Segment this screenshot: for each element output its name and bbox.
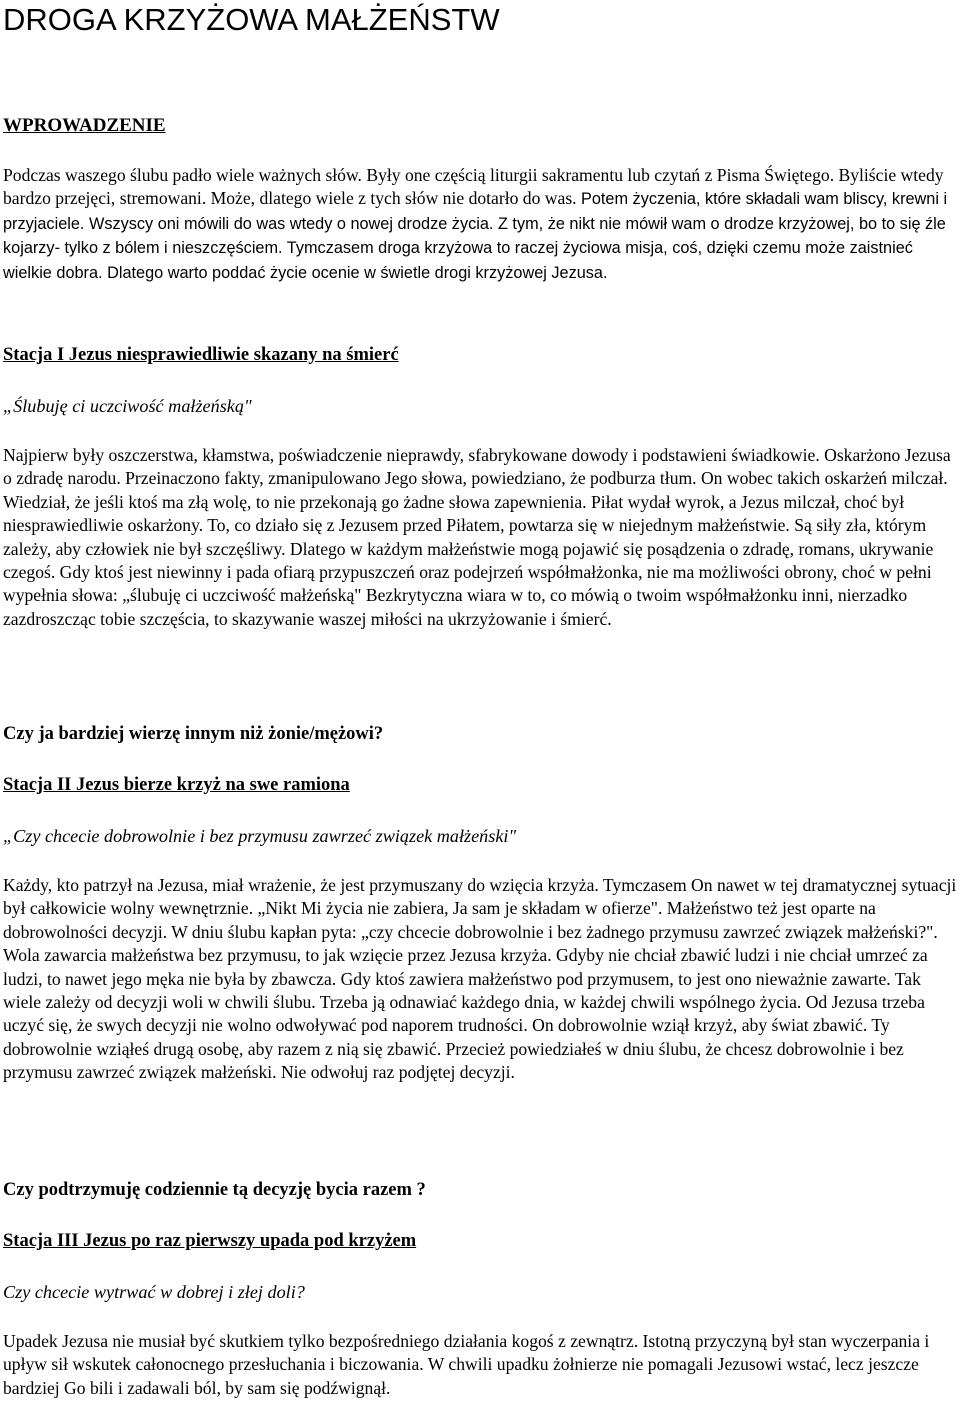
- station-1-vow: „Ślubuję ci uczciwość małżeńską": [3, 396, 252, 416]
- intro-paragraph-part1: Podczas waszego ślubu padło wiele ważnych słów. Były one częścią liturgii sakramentu lub czytań z Pisma Świętego. Byliście wtedy bardzo przejęci, stremowani. Może, dlatego wiele z tych słów nie dotarło do was.: [3, 165, 944, 209]
- station-2-question: Czy podtrzymuję codziennie tą decyzję bycia razem ?: [3, 1180, 426, 1200]
- station-3-paragraph: Upadek Jezusa nie musiał być skutkiem tylko bezpośredniego działania kogoś z zewnątrz. Istotną przyczyną był stan wyczerpania i upływ sił wskutek całonocnego przesłuchania i biczowania. W chwili upadku żołnierze nie pomagali Jezusowi wstać, lecz jeszcze bardziej Go bili i zadawali ból, by sam się podźwignął.: [3, 1331, 930, 1398]
- station-2-heading: Stacja II Jezus bierze krzyż na swe ramiona: [3, 775, 350, 795]
- intro-paragraph-part2: Potem życzenia, które składali wam bliscy, krewni i przyjaciele. Wszyscy oni mówili do was wtedy o nowej drodze życia. Z tym, że nikt nie mówił wam o drodze krzyżowej, bo to się źle kojarzy- tylko z bólem i nieszczęściem. Tymczasem droga krzyżowa to raczej życiowa misja, coś, dzięki czemu może zaistnieć wielkie dobra. Dlatego warto poddać życie ocenie w świetle drogi krzyżowej Jezusa.: [3, 190, 948, 282]
- station-3-heading: Stacja III Jezus po raz pierwszy upada pod krzyżem: [3, 1231, 417, 1251]
- station-3-vow: Czy chcecie wytrwać w dobrej i złej doli?: [3, 1282, 305, 1302]
- intro-heading: WPROWADZENIE: [3, 115, 166, 136]
- document-title: DROGA KRZYŻOWA MAŁŻEŃSTW: [3, 2, 500, 37]
- station-2-vow: „Czy chcecie dobrowolnie i bez przymusu zawrzeć związek małżeński": [3, 826, 517, 846]
- station-1-question: Czy ja bardziej wierzę innym niż żonie/mężowi?: [3, 724, 384, 744]
- intro-paragraph: [3, 164, 959, 285]
- station-1-paragraph: Najpierw były oszczerstwa, kłamstwa, poświadczenie nieprawdy, sfabrykowane dowody i podstawieni świadkowie. Oskarżono Jezusa o zdradę narodu. Przeinaczono fakty, zmanipulowano Jego słowa, powiedziano, że podburza tłum. On wobec takich oskarżeń milczał. Wiedział, że jeśli ktoś ma złą wolę, to nie przekonają go żadne słowa zapewnienia. Piłat wydał wyrok, a Jezus milczał, choć był niesprawiedliwie oskarżony. To, co działo się z Jezusem przed Piłatem, powtarza się w niejednym małżeństwie. Są siły zła, którym zależy, aby człowiek nie był szczęśliwy. Dlatego w każdym małżeństwie mogą pojawić się posądzenia o zdradę, romans, ukrywanie czegoś. Gdy ktoś jest niewinny i pada ofiarą przypuszczeń oraz podejrzeń współmałżonka, nie ma możliwości obrony, choć w pełni wypełnia słowa: „ślubuję ci uczciwość małżeńską" Bezkrytyczna wiara w to, co mówią o twoim współmałżonku inni, nierzadko zazdroszcząc tobie szczęścia, to skazywanie waszej miłości na ukrzyżowanie i śmierć.: [3, 445, 951, 629]
- station-2-paragraph: Każdy, kto patrzył na Jezusa, miał wrażenie, że jest przymuszany do wzięcia krzyża. Tymczasem On nawet w tej dramatycznej sytuacji był całkowicie wolny wewnętrznie. „Nikt Mi życia nie zabiera, Ja sam je składam w ofierze". Małżeństwo też jest oparte na dobrowolności decyzji. W dniu ślubu kapłan pyta: „czy chcecie dobrowolnie i bez żadnego przymusu zawrzeć związek małżeński?". Wola zawarcia małżeństwa bez przymusu, to jak wzięcie przez Jezusa krzyża. Gdyby nie chciał zbawić ludzi i nie chciał umrzeć za ludzi, to nawet jego męka nie była by zbawcza. Gdy ktoś zawiera małżeństwo pod przymusem, to jest ono nieważnie zawarte. Tak wiele zależy od decyzji woli w chwili ślubu. Trzeba ją odnawiać każdego dnia, w każdej chwili wspólnego życia. Od Jezusa trzeba uczyć się, że swych decyzji nie wolno odwoływać pod naporem trudności. On dobrowolnie wziął krzyż, aby świat zbawić. Ty dobrowolnie wziąłeś drugą osobę, aby razem z nią się zbawić. Przecież powiedziałeś w dniu ślubu, że chcesz dobrowolnie i bez przymusu zawrzeć związek małżeński. Nie odwołuj raz podjętej decyzji.: [3, 875, 957, 1083]
- station-1-heading: Stacja I Jezus niesprawiedliwie skazany na śmierć: [3, 345, 399, 365]
